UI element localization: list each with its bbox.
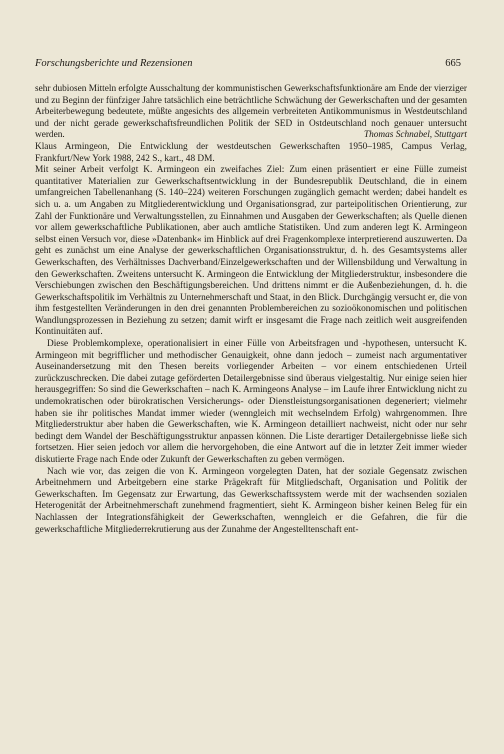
page-number: 665 [445, 58, 461, 69]
review-paragraph-3: Nach wie vor, das zeigen die von K. Armingeon vorgelegten Daten, hat der soziale Gegensatz zwischen Arbeitnehmern und Arbeitgebern eine starke Prägekraft für Mitgliedschaft, Organisation und Politik der Gewerkschaften. Im Gegensatz zur Erwartung, das Gewerkschaftssystem werde mit der wachsenden sozialen Heterogenität der Arbeitnehmerschaft zunehmend fragmentiert, sieht K. Armingeon bisher keinen Beleg für ein Nachlassen der Integrationsfähigkeit der Gewerkschaften, wenngleich er die Gefahren, die für die gewerkschaftliche Mitgliederrekrutierung aus der Zunahme der Angestelltenschaft ent- [35, 466, 467, 535]
review-bibliography: Klaus Armingeon, Die Entwicklung der westdeutschen Gewerkschaften 1950–1985, Campus Verlag, Frankfurt/New York 1988, 242 S., kart., 48 DM. [35, 141, 467, 164]
previous-review-text [35, 84, 467, 142]
reviewer-signature: Thomas Schnabel, Stuttgart [363, 130, 467, 141]
review-paragraph-2: Diese Problemkomplexe, operationalisiert in einer Fülle von Arbeitsfragen und -hypothesen, untersucht K. Armingeon mit begrifflicher und methodischer Genauigkeit, ohne dann jedoch – zumeist nach argumentativer Auseinandersetzung mit den Thesen bereits vorliegender Arbeiten – vor einem entschiedenen Urteil zurückzuschrecken. Die dabei zutage geförderten Detailergebnisse sind überaus vielgestaltig. Nur einige seien hier herausgegriffen: So sind die Gewerkschaften – nach K. Armingeons Analyse – im Laufe ihrer Entwicklung nicht zu undemokratischen oder bürokratischen Versicherungs- oder Dienstleistungsorganisationen degeneriert; vielmehr haben sie ihr politisches Mandat immer wieder (wenngleich mit wechselndem Erfolg) wahrgenommen. Ihre Mitgliederstruktur aber haben die Gewerkschaften, wie K. Armingeon detailliert nachweist, nicht oder nur sehr bedingt dem Wandel der Beschäftigungsstruktur anpassen können. Die Liste derartiger Detailergebnisse ließe sich fortsetzen. Hier seien jedoch vor allem die hervorgehoben, die eine Antwort auf die in letzter Zeit immer wieder diskutierte Frage nach Ende oder Zukunft der Gewerkschaften zu geben vermögen. [35, 339, 467, 465]
review-paragraph-1: Mit seiner Arbeit verfolgt K. Armingeon ein zweifaches Ziel: Zum einen präsentiert er eine Fülle zumeist quantitativer Materialien zur Gewerkschaftsentwicklung in der Bundesrepublik Deutschland, die in einem umfangreichen Tabellenanhang (S. 140–224) weiteren Forschungen zugänglich gemacht werden; dabei handelt es sich u. a. um Angaben zu Mitgliederentwicklung und Organisationsgrad, zur parteipolitischen Orientierung, zur Zahl der Funktionäre und Verwaltungsstellen, zu Einnahmen und Ausgaben der Gewerkschaften; als Quelle dienen vor allem gewerkschaftliche Publikationen, aber auch amtliche Statistiken. Und zum anderen legt K. Armingeon selbst einen Versuch vor, diese »Datenbank« im Hinblick auf drei Fragenkomplexe interpretierend auszuwerten. Da geht es zunächst um eine Analyse der gewerkschaftlichen Organisationsstruktur, d. h. des Gesamtsystems aller Gewerkschaften, des Verhältnisses Dachverband/Einzelgewerkschaften und der Willensbildung und Verwaltung in den Gewerkschaften. Zweitens untersucht K. Armingeon die Entwicklung der Mitgliederstruktur, insbesondere die Verschiebungen zwischen den Beschäftigungsbereichen. Und drittens nimmt er die Außenbeziehungen, d. h. die Gewerkschaftspolitik im Verhältnis zu Unternehmerschaft und Staat, in den Blick. Durchgängig versucht er, die von ihm festgestellten Veränderungen in den drei genannten Problembereichen zu sozioökonomischen und politischen Wandlungsprozessen in Beziehung zu setzen; damit wirft er insgesamt die Frage nach zeitlich weit ausgreifenden Kontinuitäten auf. [35, 165, 467, 338]
running-title: Forschungsberichte und Rezensionen [35, 58, 193, 69]
previous-review-paragraph: sehr dubiosen Mitteln erfolgte Ausschaltung der kommunistischen Gewerkschaftsfunktionäre am Ende der vierziger und zu Beginn der fünfziger Jahre tatsächlich eine beträchtliche Schwächung der Gewerkschaften und der gesamten Arbeiterbewegung bedeutete, müßte angesichts des allgemein verbreiteten Antikommunismus in Westdeutschland und der nicht gerade gewerkschaftsfreundlichen Politik der SED in Ostdeutschland noch genauer untersucht werden. [35, 84, 467, 141]
running-head [35, 58, 469, 74]
page-body [35, 84, 467, 536]
